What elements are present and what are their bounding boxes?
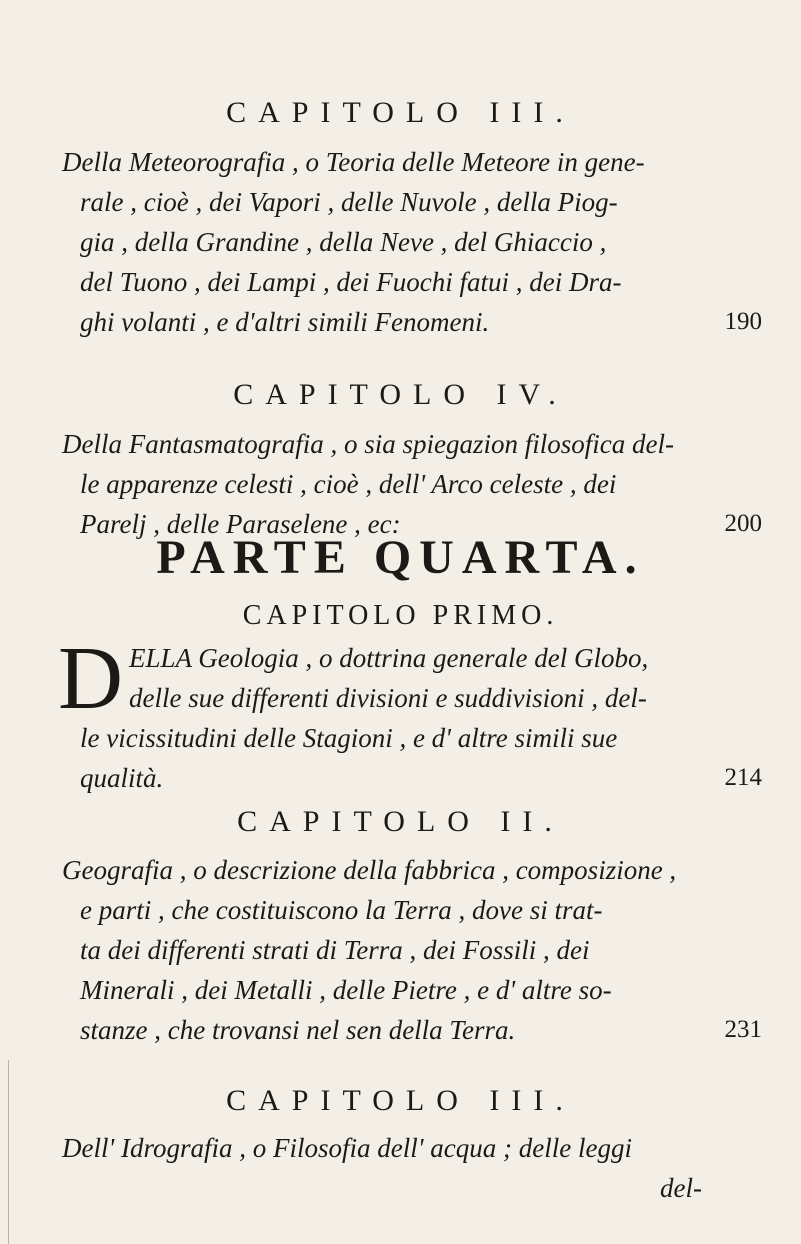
page-edge-shadow <box>8 1060 9 1244</box>
page-number: 200 <box>724 510 762 537</box>
entry-line: le vicissitudini delle Stagioni , e d' altre simili sue <box>80 723 618 753</box>
entry-line: del Tuono , dei Lampi , dei Fuochi fatui , dei Dra- <box>80 267 622 297</box>
page-number: 214 <box>724 764 762 791</box>
entry-line: Parelj , delle Paraselene , ec: <box>80 509 401 539</box>
chapter-heading-primo: CAPITOLO PRIMO. <box>242 600 559 631</box>
entry-line: ghi volanti , e d'altri simili Fenomeni. <box>80 307 490 337</box>
entry-line: ta dei differenti strati di Terra , dei Fossili , dei <box>80 935 590 965</box>
toc-entry-fantasmatografia <box>62 424 762 544</box>
chapter-heading-iii-second: CAPITOLO III. <box>226 1084 575 1117</box>
entry-line: stanze , che trovansi nel sen della Terra. <box>80 1015 516 1045</box>
page-number: 231 <box>724 1016 762 1043</box>
entry-line: delle sue differenti divisioni e suddivisioni , del- <box>129 683 647 713</box>
chapter-heading-iv: CAPITOLO IV. <box>233 378 568 411</box>
toc-entry-geografia <box>62 850 762 1050</box>
drop-cap: D <box>58 629 123 728</box>
entry-line: Dell' Idrografia , o Filosofia dell' acqua ; delle leggi <box>62 1133 632 1163</box>
page-number: 190 <box>724 308 762 335</box>
entry-line: Minerali , dei Metalli , delle Pietre , e d' altre so- <box>80 975 612 1005</box>
entry-line: del- <box>660 1173 702 1203</box>
entry-line: qualità. <box>80 763 164 793</box>
entry-line: Della Meteorografia , o Teoria delle Meteore in gene- <box>62 147 645 177</box>
entry-line: e parti , che costituiscono la Terra , dove si trat- <box>80 895 603 925</box>
toc-entry-meteorografia <box>62 142 762 342</box>
entry-line: le apparenze celesti , cioè , dell' Arco celeste , dei <box>80 469 617 499</box>
chapter-heading-iii: CAPITOLO III. <box>226 96 575 129</box>
part-heading: PARTE QUARTA. <box>156 531 645 584</box>
entry-line: ELLA Geologia , o dottrina generale del Globo, <box>129 643 649 673</box>
toc-entry-geologia <box>58 629 762 798</box>
entry-line: Geografia , o descrizione della fabbrica , composizione , <box>62 855 677 885</box>
chapter-heading-ii: CAPITOLO II. <box>237 805 564 838</box>
entry-line: Della Fantasmatografia , o sia spiegazion filosofica del- <box>62 429 674 459</box>
entry-line: rale , cioè , dei Vapori , delle Nuvole , della Piog- <box>80 187 618 217</box>
toc-entry-idrografia <box>62 1128 762 1208</box>
entry-line: gia , della Grandine , della Neve , del Ghiaccio , <box>80 227 607 257</box>
